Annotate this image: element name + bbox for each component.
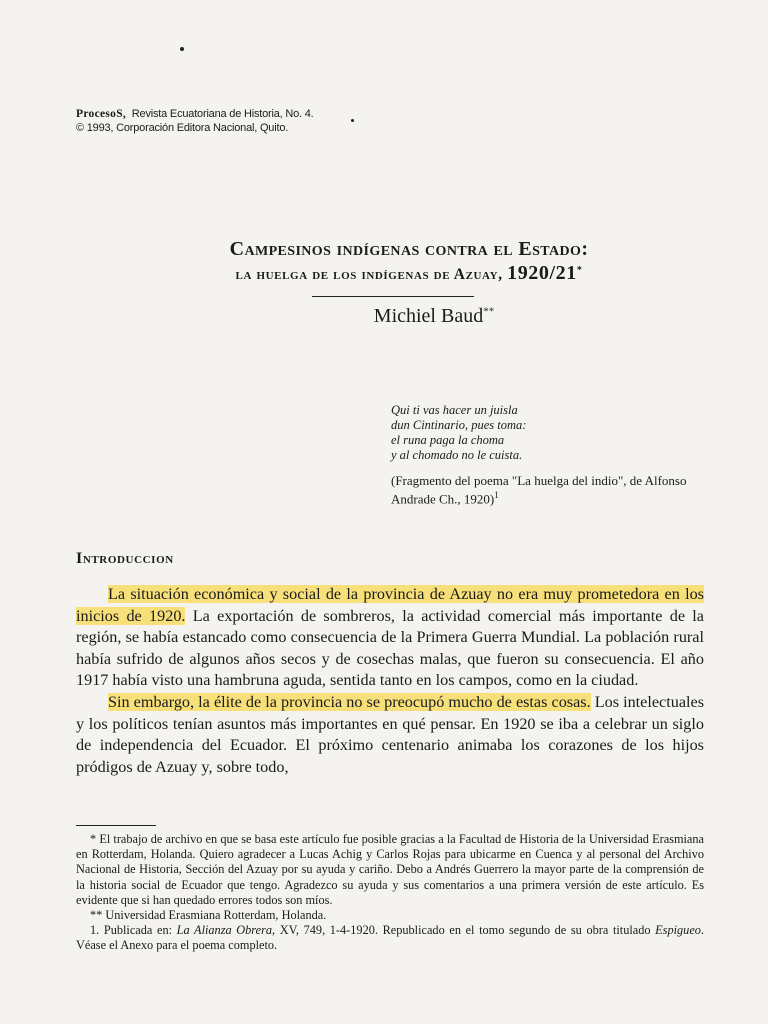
journal-copyright: © 1993, Corporación Editora Nacional, Quito. — [76, 122, 289, 134]
epigraph-line: el runa paga la choma — [391, 433, 505, 447]
epigraph-line: y al chomado no le cuista. — [391, 448, 523, 462]
epigraph-footnote-mark: 1 — [494, 490, 499, 500]
speck-mark — [351, 119, 354, 122]
epigraph-line: dun Cintinario, pues toma: — [391, 418, 527, 432]
footnote-rule — [76, 825, 156, 826]
highlighted-text: Sin embargo, la élite de la provincia no se preocupó mucho de estas cosas. — [108, 692, 591, 711]
footnote-1: 1. Publicada en: La Alianza Obrera, XV, 749, 1-4-1920. Republicado en el tomo segundo de su obra titulado Espigueo. Véase el Anexo para el poema completo. — [76, 923, 704, 953]
paragraph: La situación económica y social de la provincia de Azuay no era muy prometedora en los inicios de 1920. La exportación de sombreros, la actividad comercial más importante de la región, se había estancado como consecuencia de la Primera Guerra Mundial. La población rural había sufrido de algunos años secos y de cosechas malas, que fueron su consecuencia. El año 1917 había visto una hambruna aguda, sentida tanto en los campos, como en la ciudad. — [76, 585, 704, 690]
title-line-2: la huelga de los indígenas de Azuay, 1920/21* — [235, 262, 583, 284]
author-line — [0, 305, 768, 328]
title-line-1: Campesinos indígenas contra el Estado: — [229, 238, 589, 260]
article-title — [0, 238, 768, 285]
author-footnote-mark: ** — [483, 305, 495, 318]
highlighted-text: La situación económica y social de la provincia de Azuay no era muy prometedora en los inicios de 1920. — [76, 585, 704, 625]
footnotes — [76, 832, 704, 954]
speck-mark — [180, 47, 184, 51]
body-text — [76, 584, 704, 778]
footnote-double-star: ** Universidad Erasmiana Rotterdam, Holanda. — [90, 908, 327, 923]
epigraph-verse — [391, 403, 526, 463]
journal-header — [76, 107, 314, 135]
journal-name: ProcesoS, — [76, 108, 127, 120]
epigraph-source: (Fragmento del poema "La huelga del indio", de Alfonso Andrade Ch., 1920)$^1$ — [391, 473, 687, 507]
journal-subtitle: Revista Ecuatoriana de Historia, No. 4. — [131, 108, 314, 120]
title-rule — [312, 296, 474, 297]
title-year: 1920/21 — [507, 262, 577, 284]
section-heading: Introduccion — [76, 550, 174, 567]
title-footnote-mark: * — [576, 264, 583, 276]
paragraph: Sin embargo, la élite de la provincia no se preocupó mucho de estas cosas. Los intelectuales y los políticos tenían asuntos más importantes en qué pensar. En 1920 se iba a celebrar un siglo de independencia del Ecuador. El próximo centenario animaba los corazones de los hijos pródigos de Azuay y, sobre todo, — [76, 692, 704, 776]
footnote-star: * El trabajo de archivo en que se basa este artículo fue posible gracias a la Facultad de Historia de la Universidad Erasmiana en Rotterdam, Holanda. Quiero agradecer a Lucas Achig y Carlos Rojas para ubicarme en Cuenca y al personal del Archivo Nacional de Historia, Sección del Azuay por su ayuda y cariño. Debo a Andrés Guerrero la mayor parte de la comprensión de la historia social de Ecuador que tengo. Agradezco su ayuda y sus comentarios a una primera versión de este artículo. Es evidente que si han quedado errores todos son míos. — [76, 832, 704, 907]
author-name: Michiel Baud — [373, 305, 484, 327]
epigraph-line: Qui ti vas hacer un juisla — [391, 403, 518, 417]
